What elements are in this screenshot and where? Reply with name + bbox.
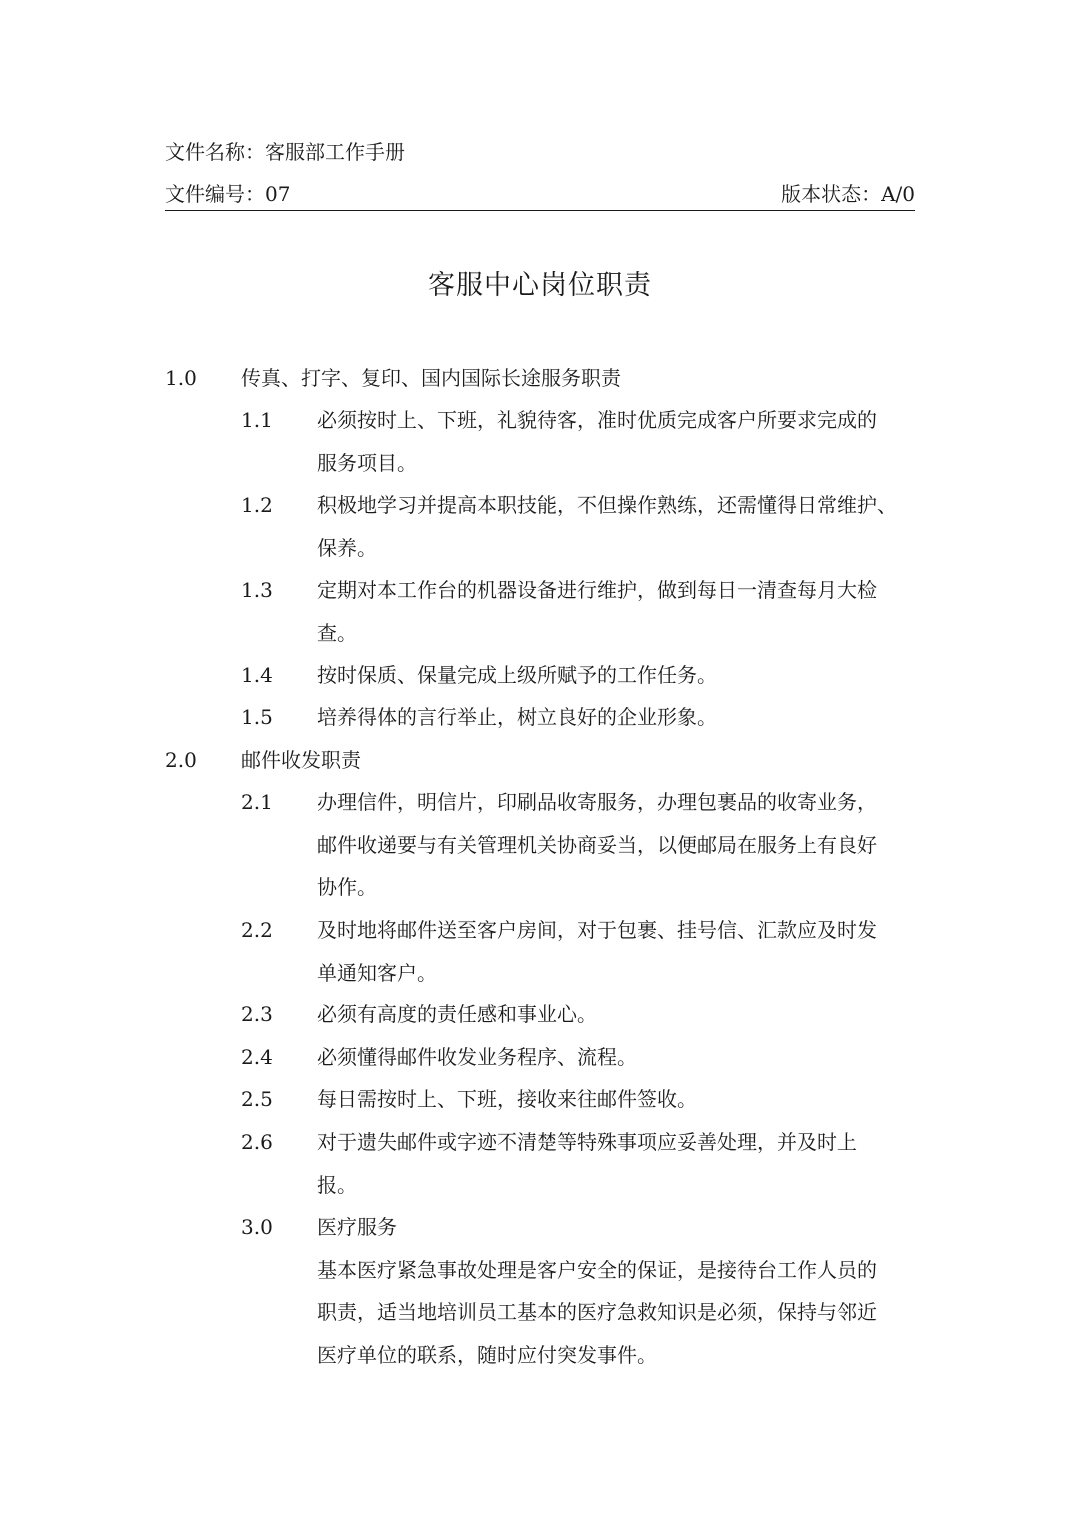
item-text <box>317 1078 917 1121</box>
section-heading: 邮件收发职责 <box>241 748 361 772</box>
item-number: 2.4 <box>241 1045 273 1069</box>
item-line: 及时地将邮件送至客户房间，对于包裹、挂号信、汇款应及时发 <box>317 918 877 942</box>
version-status: 版本状态：A/0 <box>781 182 915 206</box>
item-number: 1.2 <box>241 493 273 517</box>
item-number: 2.2 <box>241 918 273 942</box>
item-line: 积极地学习并提高本职技能，不但操作熟练，还需懂得日常维护、 <box>317 493 897 517</box>
file-number: 文件编号：07 <box>165 182 291 206</box>
item-text <box>317 484 917 569</box>
item-number: 3.0 <box>241 1215 273 1239</box>
section-number: 2.0 <box>165 748 197 772</box>
item-line: 医疗单位的联系，随时应付突发事件。 <box>317 1342 657 1367</box>
item-text <box>317 654 917 697</box>
item-text <box>317 1036 917 1079</box>
item-line: 邮件收递要与有关管理机关协商妥当，以便邮局在服务上有良好 <box>317 832 877 857</box>
item-line: 按时保质、保量完成上级所赋予的工作任务。 <box>317 663 717 687</box>
item-text <box>317 696 917 739</box>
item-text <box>317 1206 917 1376</box>
item-number: 2.6 <box>241 1130 273 1154</box>
item-text <box>317 399 917 484</box>
item-line: 医疗服务 <box>317 1215 397 1239</box>
item-number: 2.1 <box>241 790 273 814</box>
item-line: 报。 <box>317 1172 357 1197</box>
item-number: 1.1 <box>241 408 273 432</box>
page-title: 客服中心岗位职责 <box>428 270 652 301</box>
item-line: 单通知客户。 <box>317 960 437 985</box>
item-number: 2.3 <box>241 1002 273 1026</box>
item-number: 1.3 <box>241 578 273 602</box>
item-line: 职责，适当地培训员工基本的医疗急救知识是必须，保持与邻近 <box>317 1300 877 1324</box>
file-name: 文件名称：客服部工作手册 <box>165 140 405 164</box>
item-line: 必须懂得邮件收发业务程序、流程。 <box>317 1045 637 1069</box>
section-heading: 传真、打字、复印、国内国际长途服务职责 <box>241 366 621 390</box>
item-line: 查。 <box>317 620 357 645</box>
item-text <box>317 569 917 654</box>
item-line: 服务项目。 <box>317 450 417 475</box>
item-line: 对于遗失邮件或字迹不清楚等特殊事项应妥善处理，并及时上 <box>317 1130 857 1154</box>
item-number: 2.5 <box>241 1087 273 1111</box>
item-line: 办理信件，明信片，印刷品收寄服务，办理包裹品的收寄业务， <box>317 790 877 814</box>
item-line: 必须有高度的责任感和事业心。 <box>317 1002 597 1026</box>
item-number: 1.5 <box>241 705 273 729</box>
header-rule-row <box>165 178 915 211</box>
item-line: 协作。 <box>317 875 377 899</box>
item-line: 必须按时上、下班，礼貌待客，准时优质完成客户所要求完成的 <box>317 408 877 432</box>
item-line: 保养。 <box>317 535 377 560</box>
item-line: 培养得体的言行举止，树立良好的企业形象。 <box>317 705 717 729</box>
section-number: 1.0 <box>165 366 197 390</box>
item-line: 每日需按时上、下班，接收来往邮件签收。 <box>317 1087 697 1111</box>
item-line: 基本医疗紧急事故处理是客户安全的保证，是接待台工作人员的 <box>317 1257 877 1282</box>
item-number: 1.4 <box>241 663 273 687</box>
item-text <box>317 993 917 1036</box>
item-text <box>317 909 917 994</box>
item-text <box>317 1121 917 1206</box>
item-text <box>317 781 917 909</box>
item-line: 定期对本工作台的机器设备进行维护，做到每日一清查每月大检 <box>317 578 877 602</box>
